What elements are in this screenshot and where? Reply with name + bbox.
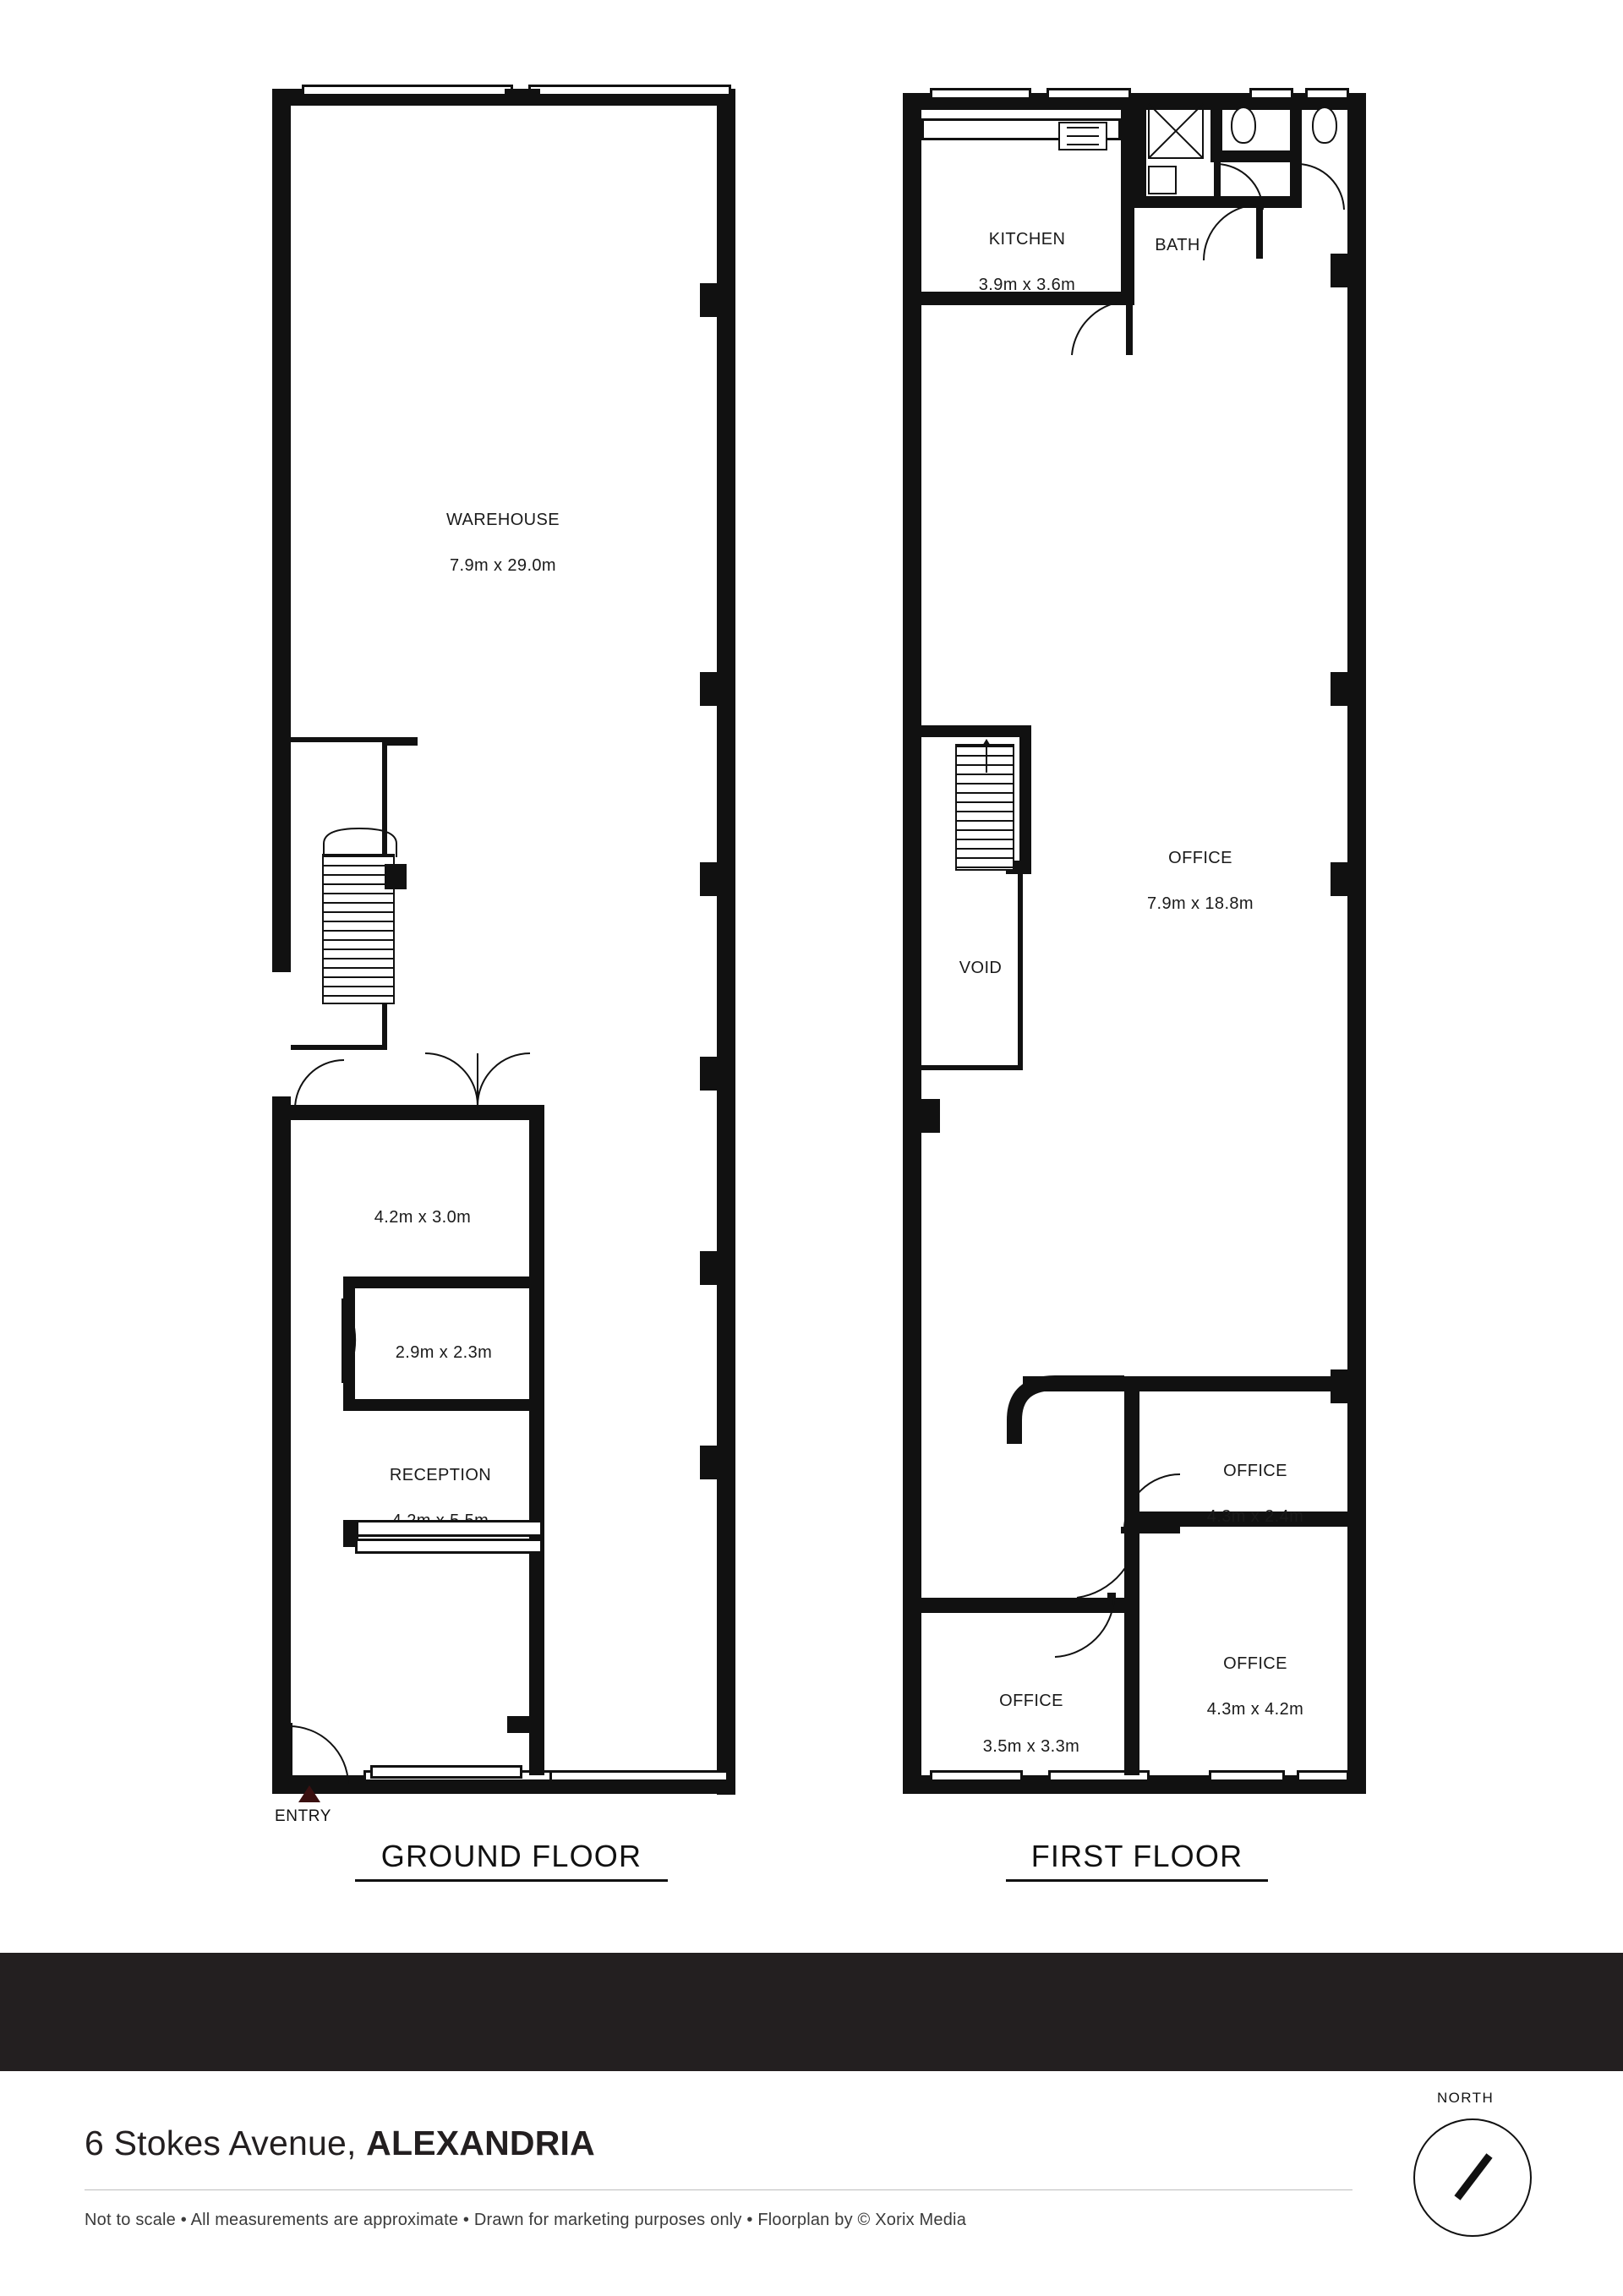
ground-window-top-right xyxy=(528,85,731,96)
address-suburb: ALEXANDRIA xyxy=(366,2124,595,2162)
kitchen-sink-line-2 xyxy=(1067,135,1099,137)
first-pier-l5 xyxy=(903,1099,921,1133)
ground-pier-r2 xyxy=(700,672,719,706)
reception-counter-lower xyxy=(355,1539,543,1554)
ground-wall-left-jog xyxy=(272,1096,291,1122)
room-dim-kitchen: 3.9m x 3.6m xyxy=(978,276,1076,294)
first-window-top-4 xyxy=(1305,88,1349,100)
kitchen-sink-line-1 xyxy=(1067,127,1099,128)
office-4-door xyxy=(1048,1593,1118,1662)
ground-pier-l2 xyxy=(272,672,291,706)
compass-needle-icon xyxy=(1413,2118,1532,2237)
first-window-bottom-3 xyxy=(1209,1770,1285,1782)
room-name-reception: RECEPTION xyxy=(389,1466,492,1484)
first-window-top-1 xyxy=(930,88,1031,100)
room-dim-ground-office-2: 2.9m x 2.3m xyxy=(395,1343,493,1362)
ground-stair-wall-nub xyxy=(387,737,418,746)
room-dim-ground-office-1: 4.2m x 3.0m xyxy=(374,1208,472,1227)
ground-wall-nub-bottom xyxy=(507,1716,544,1733)
wc-door-2 xyxy=(1295,161,1347,213)
stair-up-arrow-icon xyxy=(979,737,994,774)
first-pier-l1 xyxy=(903,283,921,317)
room-name-office-2: OFFICE xyxy=(1223,1462,1287,1480)
footer-dark-bar xyxy=(0,1953,1623,2071)
first-wall-left xyxy=(903,93,921,1794)
reception-counter xyxy=(355,1520,543,1537)
ground-pier-r6 xyxy=(700,1446,719,1479)
first-wall-void-bottom xyxy=(921,1065,1023,1070)
room-label-void xyxy=(930,934,1031,1003)
first-pier-l3 xyxy=(903,672,921,706)
compass-label: NORTH xyxy=(1437,2090,1495,2106)
first-pier-r2 xyxy=(1331,672,1349,706)
room-name-kitchen: KITCHEN xyxy=(988,230,1066,249)
room-label-office-2 xyxy=(1158,1437,1352,1551)
ground-top-mullion xyxy=(505,89,540,106)
footer-divider xyxy=(85,2189,1352,2190)
room-name-office-4: OFFICE xyxy=(999,1692,1063,1710)
ground-pier-r3 xyxy=(700,862,719,896)
room-label-office-main xyxy=(1090,824,1310,938)
ground-wall-left-upper xyxy=(272,89,291,972)
room-dim-warehouse: 7.9m x 29.0m xyxy=(450,556,556,575)
room-dim-office-2: 4.3m x 2.4m xyxy=(1206,1507,1304,1526)
ground-stair-wall-bottom xyxy=(291,1045,387,1050)
ground-stair-top-arc xyxy=(322,827,400,859)
first-wall-bath-left xyxy=(1134,97,1146,207)
entry-label: ENTRY xyxy=(275,1807,332,1825)
first-window-top-3 xyxy=(1249,88,1293,100)
room-label-office-3 xyxy=(1158,1630,1352,1744)
first-pier-r3 xyxy=(1331,862,1349,896)
room-name-warehouse: WAREHOUSE xyxy=(446,511,560,529)
room-dim-office-3: 4.3m x 4.2m xyxy=(1206,1700,1304,1719)
ground-pier-l1 xyxy=(272,283,291,317)
kitchen-door xyxy=(1067,298,1134,358)
ground-stair-newel xyxy=(385,864,407,889)
address-street: 6 Stokes Avenue, xyxy=(85,2124,367,2162)
room-name-void: VOID xyxy=(959,959,1003,977)
ground-entry-door xyxy=(284,1721,357,1787)
disclaimer-text: Not to scale • All measurements are approximate • Drawn for marketing purposes only • Floorplan by © Xorix Media xyxy=(85,2211,967,2229)
page-title xyxy=(85,2124,595,2163)
room-name-office-main: OFFICE xyxy=(1168,849,1232,867)
ground-double-door xyxy=(414,1048,541,1109)
first-window-top-2 xyxy=(1046,88,1131,100)
toilet-icon-2 xyxy=(1312,107,1337,144)
ground-door-left-corridor xyxy=(292,1057,358,1112)
first-wall-void-top xyxy=(921,725,1031,737)
first-window-bottom-4 xyxy=(1297,1770,1349,1782)
vanity-basin-icon xyxy=(1148,166,1177,194)
first-pier-l6 xyxy=(903,1369,921,1403)
ground-entry-glazing xyxy=(370,1765,522,1779)
room-dim-office-4: 3.5m x 3.3m xyxy=(982,1737,1080,1756)
room-label-warehouse xyxy=(355,486,651,600)
first-floor-title: FIRST FLOOR xyxy=(1006,1839,1268,1882)
ground-wall-partition-right xyxy=(529,1105,544,1775)
ground-pier-r1 xyxy=(700,283,719,317)
kitchen-sink-line-3 xyxy=(1067,144,1099,145)
cistern-1 xyxy=(1225,103,1262,105)
entry-arrow-icon xyxy=(298,1785,320,1802)
ground-window-top-left xyxy=(302,85,513,96)
first-pier-r1 xyxy=(1331,254,1349,287)
room-name-bath: BATH xyxy=(1155,236,1200,254)
ground-window-bottom-right xyxy=(549,1770,729,1782)
first-wall-curve xyxy=(1006,1369,1133,1446)
room-label-office-4 xyxy=(938,1667,1124,1781)
room-dim-office-main: 7.9m x 18.8m xyxy=(1147,894,1254,913)
ground-wall-left-lower xyxy=(272,1112,291,1792)
first-void-pier xyxy=(921,1099,940,1133)
room-label-ground-office-1 xyxy=(338,1184,507,1252)
ground-floor-title: GROUND FLOOR xyxy=(355,1839,668,1882)
ground-pier-r5 xyxy=(700,1251,719,1285)
cistern-2 xyxy=(1306,103,1343,105)
room-label-ground-office-2 xyxy=(355,1319,533,1387)
ground-wall-smallroom-top xyxy=(343,1276,544,1288)
first-wall-void-right-upper xyxy=(1019,725,1031,871)
first-pier-l2 xyxy=(903,482,921,516)
room-name-office-3: OFFICE xyxy=(1223,1654,1287,1673)
shower-icon xyxy=(1148,103,1204,159)
first-pier-l4 xyxy=(903,862,921,896)
toilet-icon-1 xyxy=(1231,107,1256,144)
bath-entry-door xyxy=(1200,201,1265,265)
ground-wall-smallroom-bottom xyxy=(343,1399,544,1411)
ground-pier-r4 xyxy=(700,1057,719,1091)
ground-wall-right xyxy=(717,89,735,1795)
